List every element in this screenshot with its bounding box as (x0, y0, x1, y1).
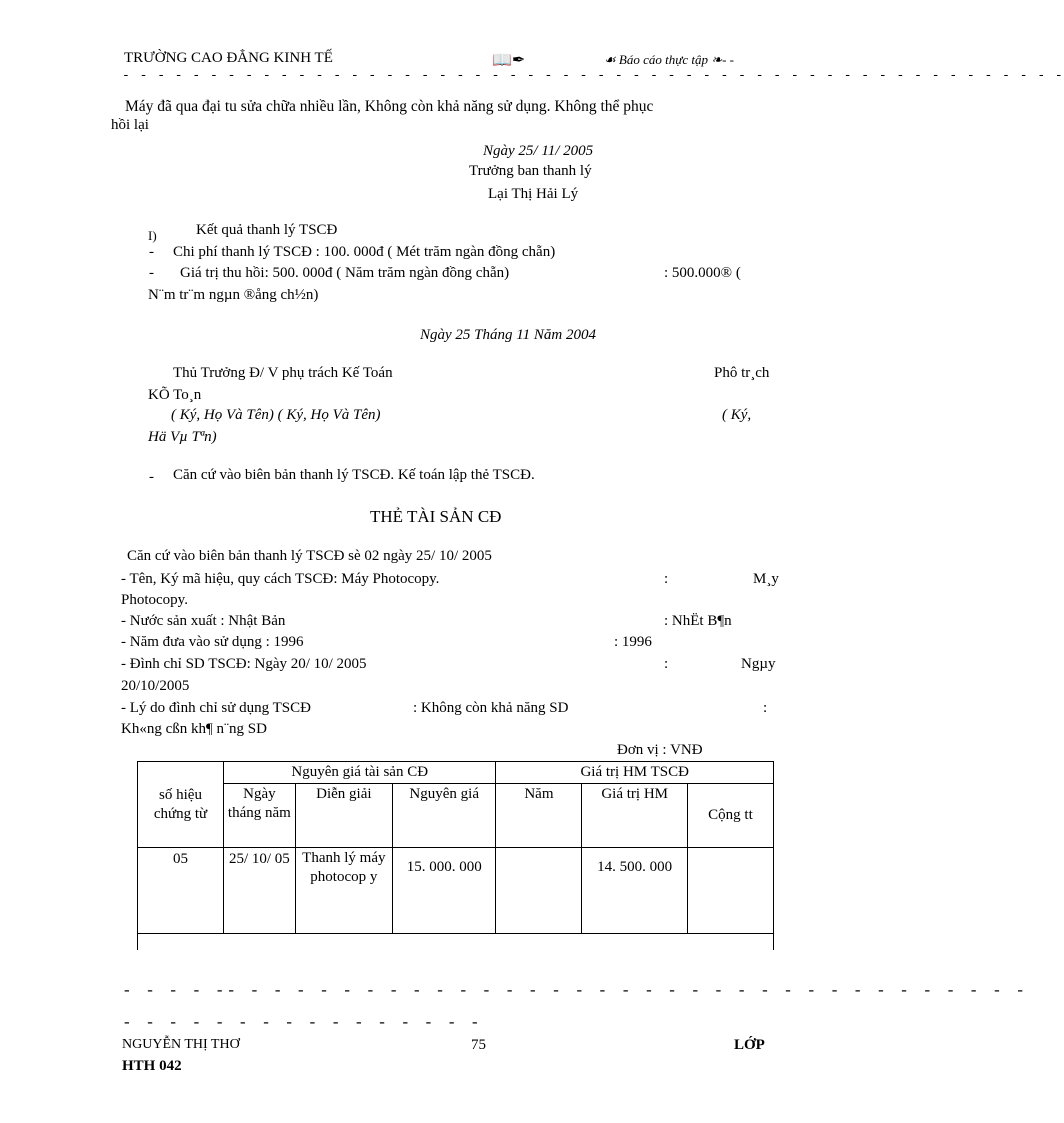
table-row (138, 848, 774, 934)
bullet-2-right: : 500.000® ( (664, 265, 741, 281)
footer-page-number: 75 (471, 1037, 486, 1053)
bullet-3-text: Căn cứ vào biên bản thanh lý TSCĐ. Kế toán lập thẻ TSCĐ. (173, 467, 535, 483)
bullet-2-mark: - (149, 265, 154, 281)
card-year: - Năm đưa vào sử dụng : 1996 (121, 634, 304, 650)
signature-note-left: ( Ký, Họ Và Tên) ( Ký, Họ Và Tên) (171, 407, 381, 423)
header-original-value: Nguyên giá (392, 784, 495, 848)
cell-total (687, 848, 773, 934)
header-original-group: Nguyên giá tài sản CĐ (224, 762, 496, 784)
card-reason: - Lý do đình chỉ sử dụng TSCĐ (121, 700, 311, 716)
footer-dash-rule-1: - - - - -- - - - - - - - - - - - - - - - - - - - - - - - - - - - - - - - - - - (122, 982, 1027, 1000)
signature-right-title: Phô tr¸ch (714, 365, 770, 381)
cell-depreciation-value: 14. 500. 000 (582, 848, 687, 934)
text-line-1: Máy đã qua đại tu sửa chữa nhiều lần, Không còn khả năng sử dụng. Không thể phục (125, 98, 654, 115)
card-country: - Nước sản xuất : Nhật Bản (121, 613, 286, 629)
header-description: Diễn giải (295, 784, 392, 848)
name-1: Lại Thị Hải Lý (488, 186, 579, 202)
card-stop-right: Ngµy (741, 656, 776, 672)
bullet-2-text: Giá trị thu hồi: 500. 000đ ( Năm trăm ngàn đồng chẵn) (180, 265, 510, 281)
date-2: Ngày 25 Tháng 11 Năm 2004 (420, 327, 596, 343)
header-depreciation-value: Giá trị HM (582, 784, 687, 848)
card-reason-line-2: Kh«ng cßn kh¶ n¨ng SD (121, 721, 267, 737)
card-stop-line-2: 20/10/2005 (121, 678, 190, 694)
cell-year (496, 848, 582, 934)
role-1: Trưởng ban thanh lý (469, 163, 592, 179)
card-year-right: : 1996 (614, 634, 652, 650)
card-colon-2: : (664, 656, 669, 672)
header-school: TRƯỜNG CAO ĐẲNG KINH TẾ (124, 50, 333, 66)
card-stop-date: - Đình chỉ SD TSCĐ: Ngày 20/ 10/ 2005 (121, 656, 367, 672)
card-unit: Đơn vị : VNĐ (617, 742, 703, 758)
header-dash-rule: - - - - - - - - - - - - - - - - - - - - - - - - - - - - - - - - - - - - - - - - - - - - - - - - - - - - - - (122, 68, 1064, 83)
cell-doc: 05 (138, 848, 224, 934)
footer-author: NGUYỄN THỊ THƠ (122, 1037, 240, 1052)
cell-description: Thanh lý máy photocop y (295, 848, 392, 934)
header-date: Ngày tháng năm (224, 784, 296, 848)
header-report-label: ☙ Báo cáo thực tập ❧- - (604, 52, 734, 67)
signature-line-2: KÕ To¸n (148, 387, 202, 403)
text-line-2: hồi lại (111, 117, 149, 133)
section-title: Kết quả thanh lý TSCĐ (196, 222, 338, 238)
signature-note-right: ( Ký, (722, 407, 752, 423)
header-year: Năm (496, 784, 582, 848)
asset-card-table (137, 761, 774, 950)
footer-class-code: HTH 042 (122, 1058, 182, 1074)
card-country-right: : NhËt B¶n (664, 613, 732, 629)
card-asset-name-right: M¸y (753, 571, 779, 587)
section-number: I) (148, 228, 157, 243)
bullet-1-text: Chi phí thanh lý TSCĐ : 100. 000đ ( Mét trăm ngàn đồng chẵn) (173, 244, 556, 260)
table-empty-row (138, 934, 774, 950)
card-basis: Căn cứ vào biên bản thanh lý TSCĐ sè 02 ngày 25/ 10/ 2005 (127, 548, 492, 564)
signature-left-title: Thủ Trưởng Đ/ V phụ trách Kế Toán (173, 365, 393, 381)
card-asset-name-line-2: Photocopy. (121, 592, 188, 608)
footer-dash-rule-2: - - - - - - - - - - - - - - - - (122, 1014, 482, 1032)
card-reason-value: : Không còn khả năng SD (413, 700, 569, 716)
card-title: THẺ TÀI SẢN CĐ (370, 507, 502, 526)
header-doc-number: số hiệu chứng từ (138, 762, 224, 848)
bullet-1-mark: - (149, 244, 154, 260)
garbled-line-1: N¨m tr¨m ngµn ®ång ch½n) (148, 287, 319, 303)
cell-original-value: 15. 000. 000 (392, 848, 495, 934)
signature-note-line-2: Hä Vµ Tªn) (148, 429, 217, 445)
card-colon-1: : (664, 571, 669, 587)
header-total: Cộng tt (687, 784, 773, 848)
header-depreciation-group: Giá trị HM TSCĐ (496, 762, 774, 784)
cell-date: 25/ 10/ 05 (224, 848, 296, 934)
bullet-3-mark: - (149, 469, 154, 485)
date-1: Ngày 25/ 11/ 2005 (483, 143, 594, 159)
footer-class-label: LỚP (734, 1037, 765, 1053)
card-colon-3: : (763, 700, 768, 716)
card-asset-name: - Tên, Ký mã hiệu, quy cách TSCĐ: Máy Photocopy. (121, 571, 440, 587)
book-pen-icon: 📖✒ (492, 50, 526, 69)
